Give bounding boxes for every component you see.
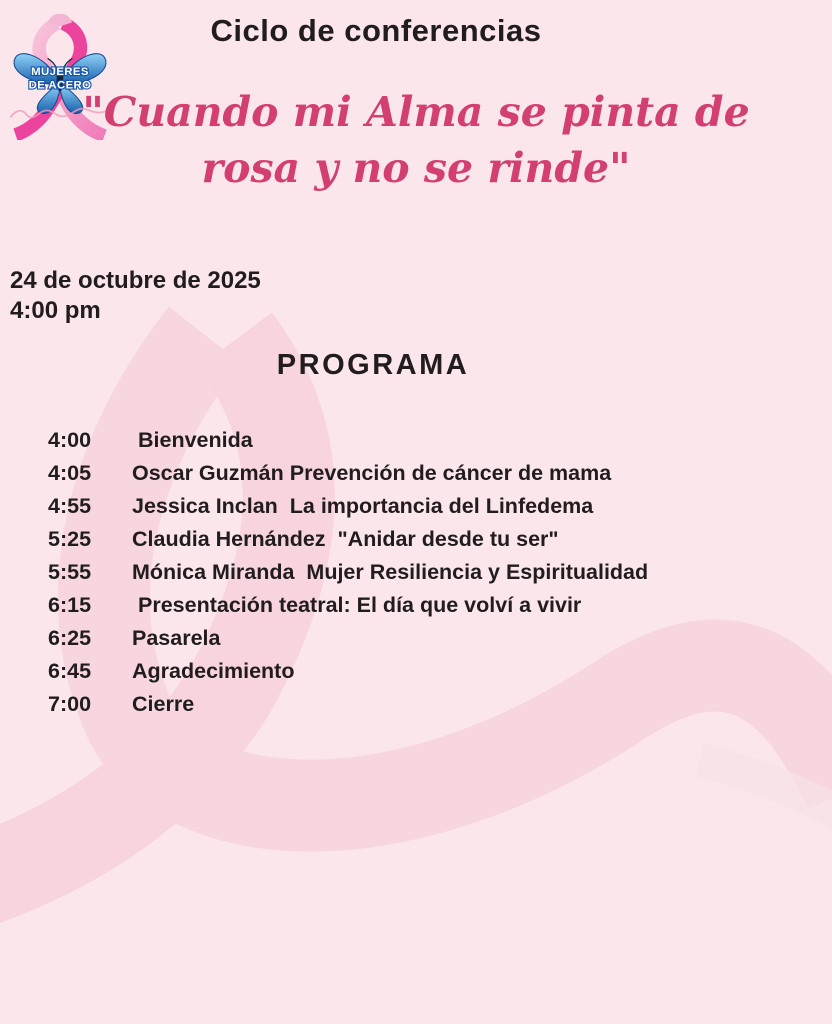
program-row (48, 626, 824, 659)
program-time: 7:00 (48, 692, 92, 716)
program-description: Pasarela (132, 626, 221, 650)
program-time: 5:55 (48, 560, 92, 584)
event-quote (0, 84, 832, 196)
program-row (48, 527, 824, 560)
program-time: 6:15 (48, 593, 92, 617)
program-list (48, 428, 824, 725)
program-time: 6:45 (48, 659, 92, 683)
event-datetime (10, 266, 261, 326)
logo-word-mujeres: MUJERES (31, 65, 89, 78)
event-date: 24 de octubre de 2025 (10, 267, 261, 294)
program-description: Jessica Inclan La importancia del Linfedema (132, 494, 594, 518)
event-quote-line2: rosa y no se rinde" (201, 144, 631, 192)
program-description: Mónica Miranda Mujer Resiliencia y Espiritualidad (132, 560, 649, 584)
program-row (48, 494, 824, 527)
logo-word-de-acero: DE ACERO (28, 79, 92, 92)
program-description: Oscar Guzmán Prevención de cáncer de mama (132, 461, 612, 485)
program-time: 4:05 (48, 461, 92, 485)
program-time: 4:00 (48, 428, 92, 452)
program-heading: PROGRAMA (276, 349, 470, 381)
program-description: Cierre (132, 692, 195, 716)
program-time: 5:25 (48, 527, 92, 551)
program-row (48, 692, 824, 725)
program-time: 4:55 (48, 494, 92, 518)
program-description: Agradecimiento (132, 659, 295, 683)
event-quote-line1: "Cuando mi Alma se pinta de (82, 88, 750, 136)
program-row (48, 461, 824, 494)
program-row (48, 428, 824, 461)
program-row (48, 659, 824, 692)
event-time: 4:00 pm (10, 297, 101, 324)
page-title: Ciclo de conferencias (210, 13, 542, 48)
program-description: Claudia Hernández "Anidar desde tu ser" (132, 527, 559, 551)
program-row (48, 593, 824, 626)
program-time: 6:25 (48, 626, 92, 650)
program-row (48, 560, 824, 593)
program-description: Bienvenida (132, 428, 253, 452)
program-description: Presentación teatral: El día que volví a vivir (132, 593, 582, 617)
